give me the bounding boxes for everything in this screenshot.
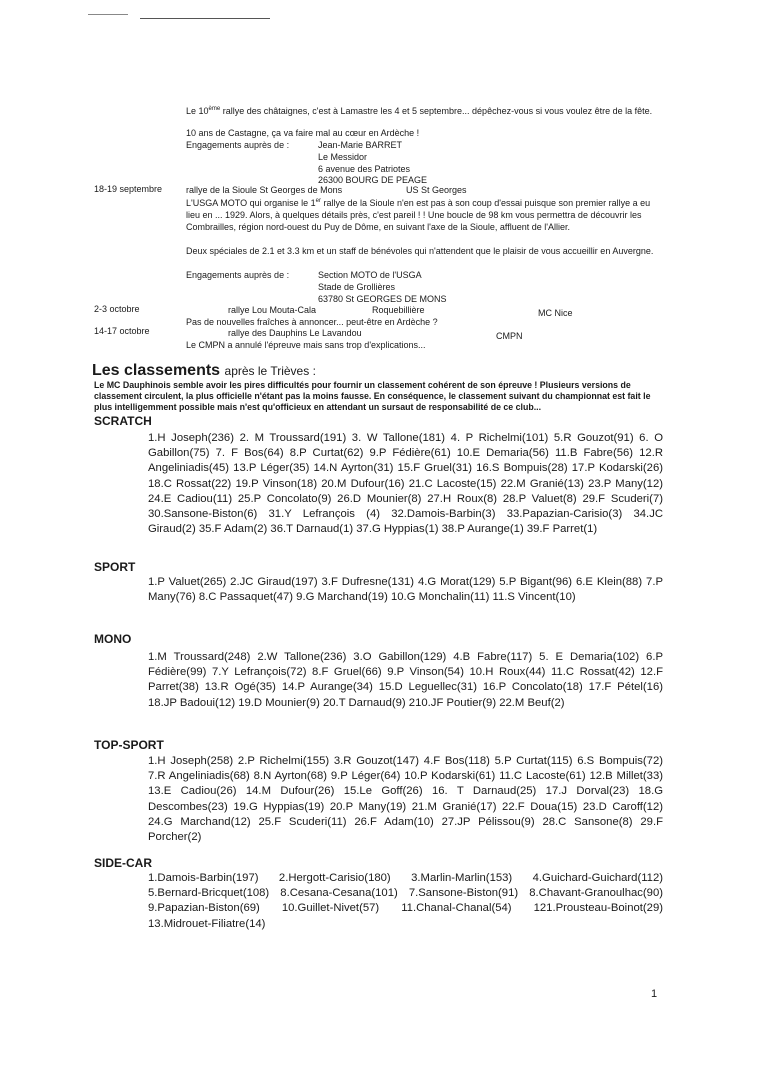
sioule-paragraph-2: Deux spéciales de 2.1 et 3.3 km et un staff de bénévoles qui n'attendent que le plaisir de vous accueillir en Auvergne. bbox=[186, 246, 654, 256]
address-line: 6 avenue des Patriotes bbox=[318, 163, 411, 174]
engagements-label-1: Engagements auprès de : bbox=[186, 140, 290, 150]
top-rule bbox=[140, 18, 270, 19]
lou-title: rallye Lou Mouta-Cala bbox=[228, 305, 317, 315]
lou-note: Pas de nouvelles fraîches à annoncer... peut-être en Ardèche ? bbox=[186, 317, 438, 327]
category-sidecar: SIDE-CAR bbox=[94, 856, 153, 870]
address-line: Stade de Grollières bbox=[318, 281, 396, 292]
lamastre-text-pre: Le 10 bbox=[186, 106, 209, 116]
category-scratch: SCRATCH bbox=[94, 414, 152, 428]
classements-intro: Le MC Dauphinois semble avoir les pires difficultés pour fournir un classement cohérent de son épreuve ! Plusieurs versions de classement circulent, la plus officielle n'étant pas la moins fausse. En conséquence, le classement suivant du championnat est fait le plus intelligemment possible mais n'est qu'officieux en attendant un sursaut de responsabilité de ce club... bbox=[94, 380, 651, 412]
lamastre-text-post: rallye des châtaignes, c'est à Lamastre les 4 et 5 septembre... dépêchez-vous si vous voulez être de la fête. bbox=[220, 106, 653, 116]
results-topsport: 1.H Joseph(258) 2.P Richelmi(155) 3.R Gouzot(147) 4.F Bos(118) 5.P Curtat(115) 6.S Bompuis(72) 7.R Angeliniadis(68) 8.N Ayrton(68) 9.P Léger(64) 10.P Kodarski(61) 11.C Lacoste(61) 12.B Millet(33) 13.E Cadiou(26) 14.M Dufour(26) 15.Le Goff(26) 16. T Darnaud(25) 17.J Dorval(23) 18.G Descombes(23) 19.G Hyppias(19) 20.P Many(19) 21.M Granié(17) 22.F Doua(15) 23.D Caroff(12) 24.G Marchand(12) 25.F Scuderi(11) 26.F Adam(10) 27.JP Pélissou(9) 28.C Sansone(8) 29.F Porcher(2) bbox=[148, 755, 663, 844]
address-line: Section MOTO de l'USGA bbox=[318, 270, 422, 280]
classements-title bbox=[92, 362, 316, 380]
classements-title-text: Les classements bbox=[92, 362, 221, 379]
address-barret bbox=[318, 140, 427, 187]
category-mono: MONO bbox=[94, 632, 132, 646]
lou-date: 2-3 octobre bbox=[94, 304, 140, 314]
dauphins-note: Le CMPN a annulé l'épreuve mais sans trop d'explications... bbox=[186, 340, 426, 350]
dauphins-title: rallye des Dauphins Le Lavandou bbox=[228, 328, 362, 338]
results-mono: 1.M Troussard(248) 2.W Tallone(236) 3.O Gabillon(129) 4.B Fabre(117) 5. E Demaria(102) 6.P Fédière(99) 7.Y Lefrançois(72) 8.F Gruel(66) 9.P Vinson(54) 10.H Roux(44) 11.C Rossat(42) 12.F Parret(38) 13.R Ogé(35) 14.P Aurange(34) 15.D Leguellec(31) 16.P Concolato(18) 17.F Pétel(16) 18.JP Badoui(12) 19.D Mounier(9) 20.T Darnaud(9) 210.JF Poutier(9) 22.M Beuf(2) bbox=[148, 651, 663, 709]
address-line: 26300 BOURG DE PEAGE bbox=[318, 175, 428, 186]
sioule-text-pre: L'USGA MOTO qui organise le 1 bbox=[186, 198, 316, 208]
dauphins-club: CMPN bbox=[496, 331, 523, 341]
results-sport: 1.P Valuet(265) 2.JC Giraud(197) 3.F Dufresne(131) 4.G Morat(129) 5.P Bigant(96) 6.E Klein(88) 7.P Many(76) 8.C Passaquet(47) 9.G Marchand(19) 10.G Monchalin(11) 11.S Vincent(10) bbox=[148, 576, 663, 604]
sioule-text-post: rallye de la Sioule n'en est pas à son coup d'essai puisque son premier rallye a eu lieu en ... 1929. Alors, à quelques détails près, c'est pareil ! ! Une boucle de 98 km vous permettra de découvrir les Combrailles, région nord-ouest du Puy de Dôme, en suivant l'axe de la Sioule, affluent de l'Allier. bbox=[186, 198, 651, 232]
results-scratch: 1.H Joseph(236) 2. M Troussard(191) 3. W Tallone(181) 4. P Richelmi(101) 5.R Gouzot(91) 6. O Gabillon(75) 7. F Bos(64) 8.P Curtat(62) 9.P Fédière(61) 10.E Demaria(56) 11.B Fabre(56) 12.R Angeliniadis(45) 13.P Léger(35) 14.N Ayrton(31) 15.F Gruel(31) 16.S Bompuis(28) 17.P Kodarski(26) 18.C Rossat(22) 19.P Vinson(18) 20.M Dufour(16) 21.C Lacoste(15) 22.M Granié(13) 23.P Many(12) 24.E Cadiou(11) 25.P Concolato(9) 26.D Mounier(8) 27.H Roux(8) 28.P Valuet(8) 29.F Scuderi(7) 30.Sansone-Biston(6) 31.Y Lefrançois (4) 32.Damois-Barbin(3) 33.Papazian-Carisio(3) 34.JC Giraud(2) 35.F Adam(2) 36.T Darnaud(1) 37.G Hyppias(1) 38.P Aurange(1) 39.F Parret(1) bbox=[148, 432, 663, 536]
address-line: Jean-Marie BARRET bbox=[318, 140, 403, 150]
classements-suffix: après le Trièves : bbox=[224, 364, 316, 378]
address-line: 63780 St GEORGES DE MONS bbox=[318, 293, 447, 304]
sioule-club: US St Georges bbox=[406, 185, 467, 195]
lou-place: Roquebillière bbox=[372, 305, 425, 315]
castagne-line: 10 ans de Castagne, ça va faire mal au cœur en Ardèche ! bbox=[186, 128, 420, 138]
address-usga bbox=[318, 270, 447, 305]
address-line: Le Messidor bbox=[318, 151, 368, 162]
top-rule-short bbox=[88, 14, 128, 15]
sioule-sup: er bbox=[315, 198, 321, 204]
dauphins-date: 14-17 octobre bbox=[94, 326, 150, 336]
category-sport: SPORT bbox=[94, 560, 136, 574]
sioule-date: 18-19 septembre bbox=[94, 184, 163, 194]
lamastre-sup: ème bbox=[208, 106, 221, 112]
results-sidecar: 1.Damois-Barbin(197) 2.Hergott-Carisio(180) 3.Marlin-Marlin(153) 4.Guichard-Guichard(112) 5.Bernard-Bricquet(108) 8.Cesana-Cesana(101) 7.Sansone-Biston(91) 8.Chavant-Granoulhac(90) 9.Papazian-Biston(69) 10.Guillet-Nivet(57) 11.Chanal-Chanal(54) 121.Prousteau-Boinot(29) 13.Midrouet-Filiatre(14) bbox=[148, 872, 663, 930]
lou-club: MC Nice bbox=[538, 308, 573, 318]
category-topsport: TOP-SPORT bbox=[94, 738, 164, 752]
sioule-title: rallye de la Sioule St Georges de Mons bbox=[186, 185, 343, 195]
page-number: 1 bbox=[651, 988, 658, 1000]
lamastre-paragraph bbox=[186, 104, 666, 118]
sioule-paragraph bbox=[186, 196, 666, 233]
engagements-label-2: Engagements auprès de : bbox=[186, 270, 290, 280]
